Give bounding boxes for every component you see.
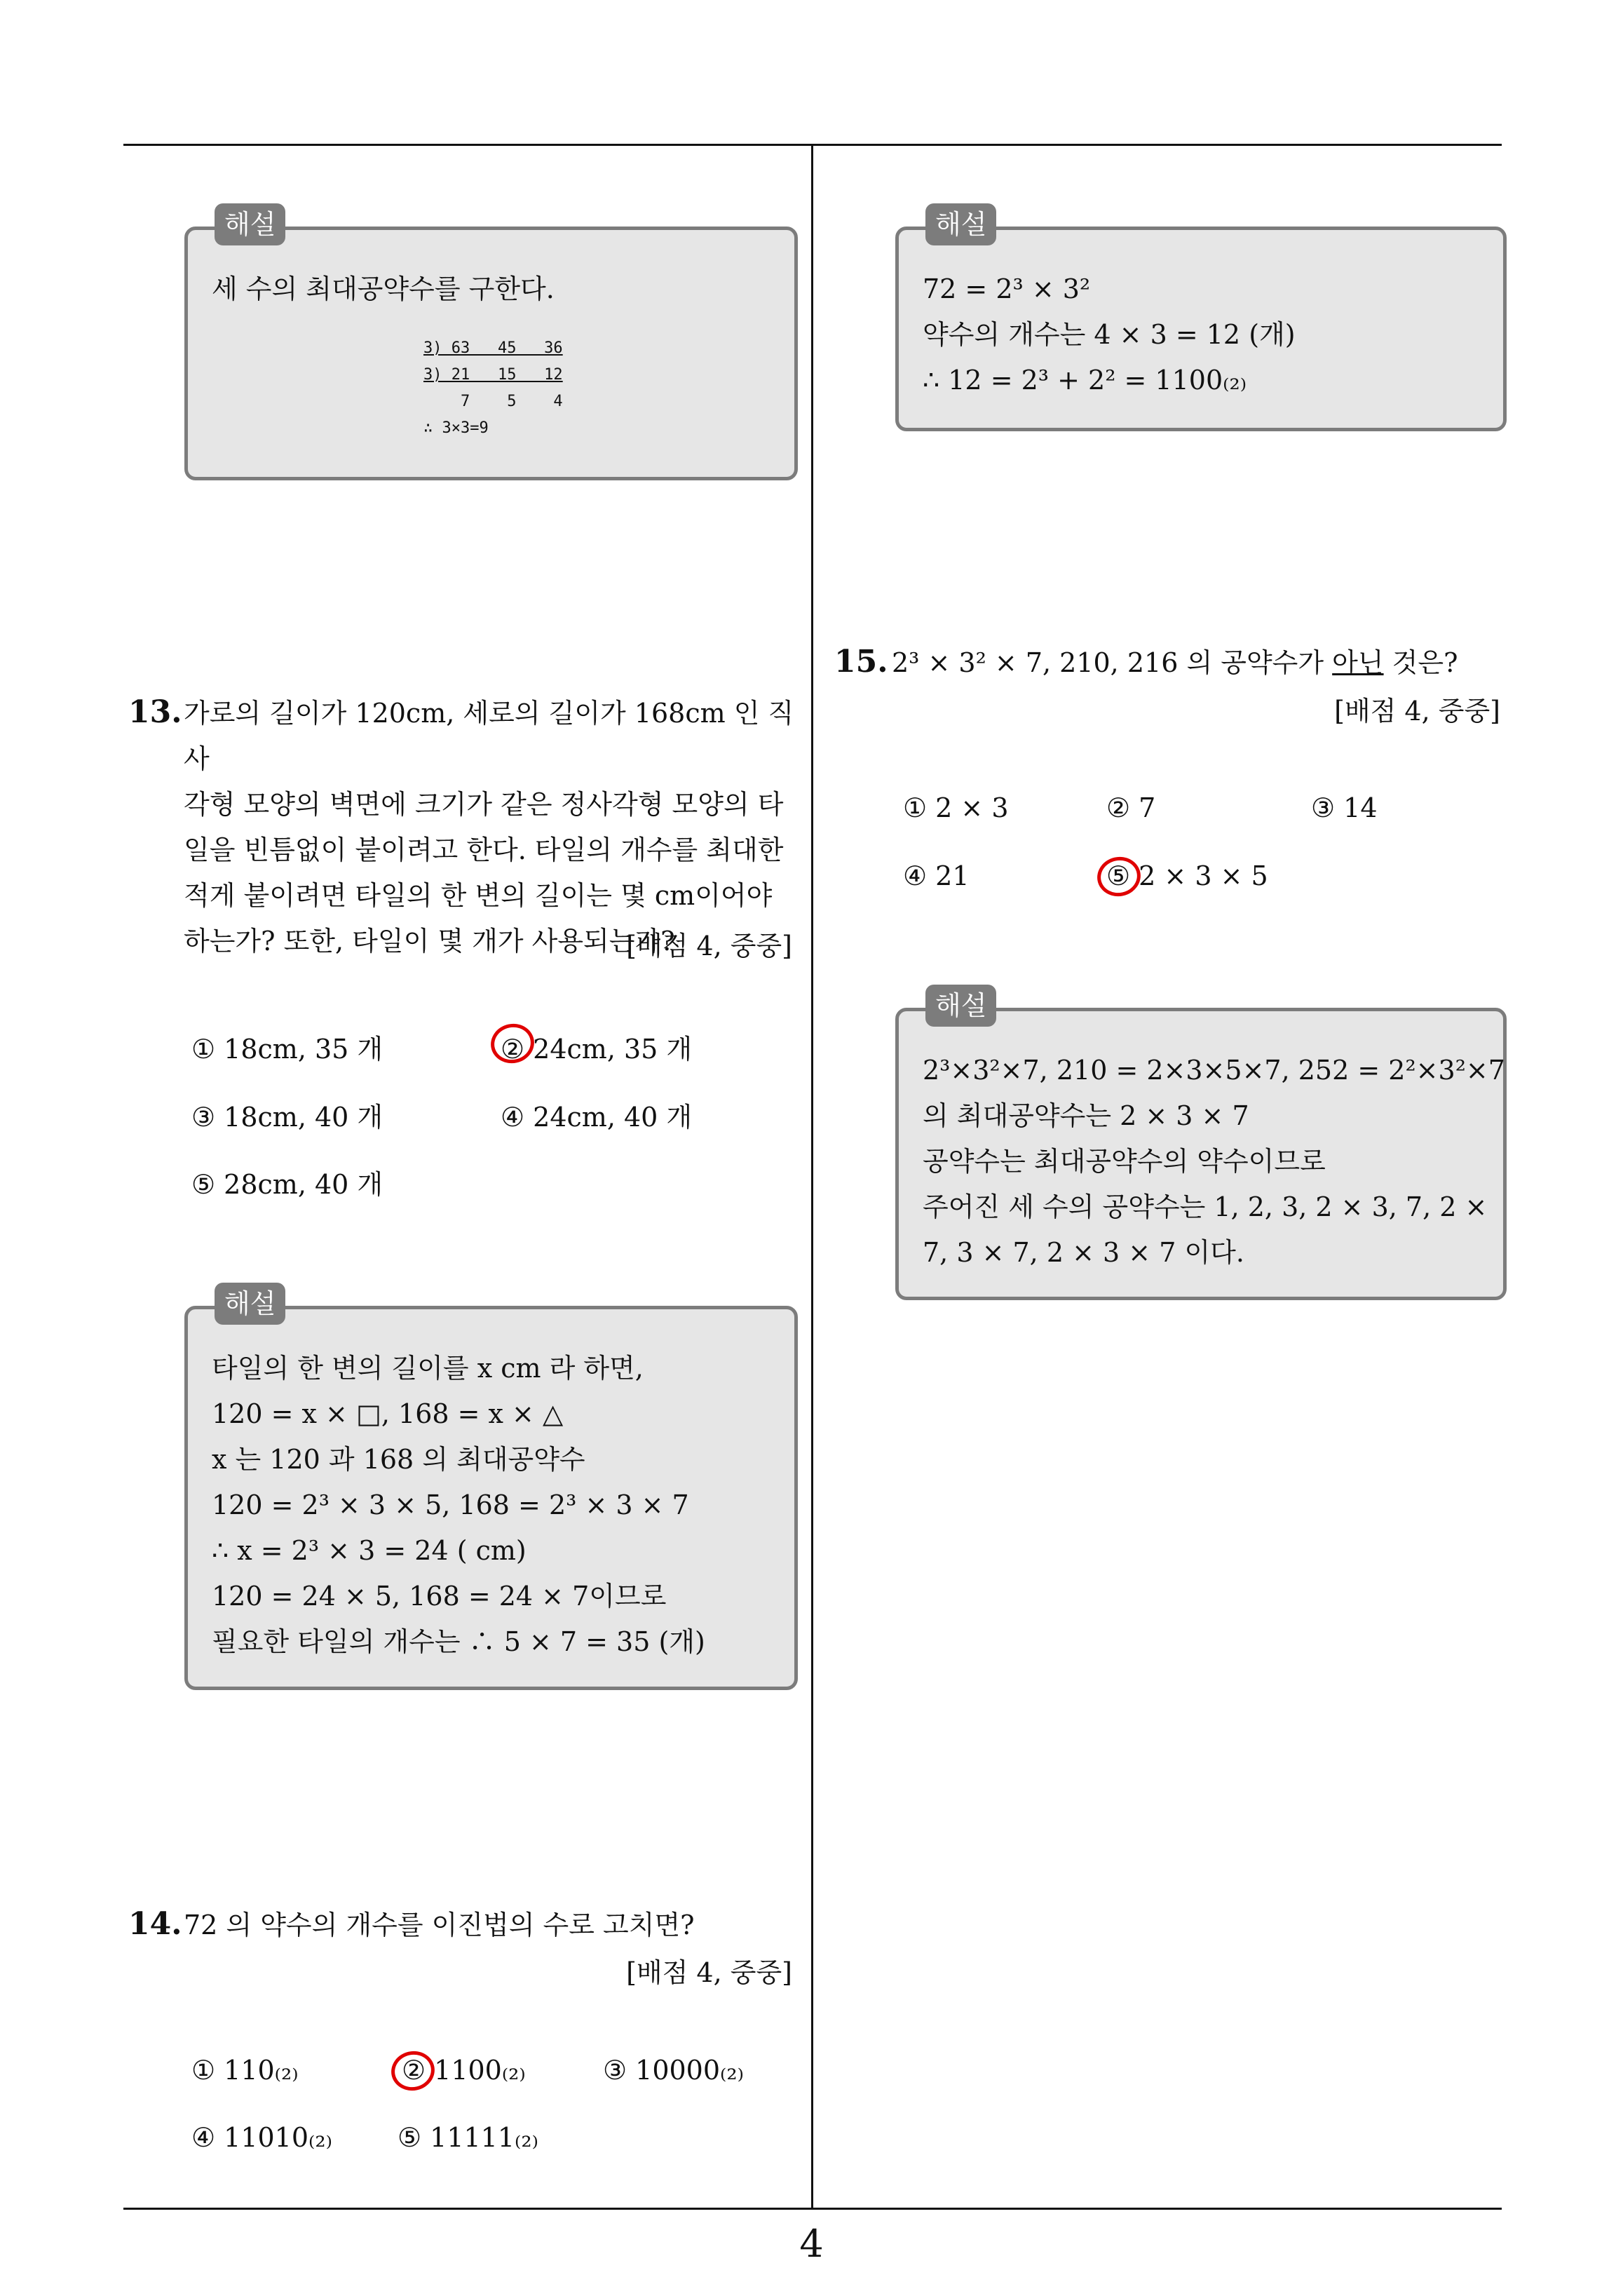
solution-text: 세 수의 최대공약수를 구한다. <box>212 274 555 304</box>
answer-option[interactable]: ② 24cm, 35 개 <box>501 1034 693 1065</box>
division-row: 3) 21 15 12 <box>423 366 563 384</box>
answer-option[interactable]: ① 110₍₂₎ <box>191 2055 299 2086</box>
question-points: [배점 4, 중중] <box>626 931 792 961</box>
question-number: 15. <box>834 644 888 680</box>
division-row: 7 5 4 <box>423 393 563 410</box>
solution-box-12 <box>184 209 798 480</box>
question-text <box>184 691 801 964</box>
answer-option[interactable]: ⑤ 2 × 3 × 5 <box>1106 860 1268 891</box>
question-number: 14. <box>128 1906 182 1942</box>
question-text-part: 2³ × 3² × 7, 210, 216 의 공약수가 <box>892 647 1333 678</box>
solution-line: 의 최대공약수는 2 × 3 × 7 <box>923 1100 1249 1131</box>
question-line: 적게 붙이려면 타일의 한 변의 길이는 몇 cm이어야 <box>184 880 773 911</box>
answer-option[interactable]: ③ 14 <box>1311 792 1378 823</box>
question-line: 각형 모양의 벽면에 크기가 같은 정사각형 모양의 타 <box>184 789 784 820</box>
solution-tag: 해설 <box>925 203 996 245</box>
solution-line: 2³×3²×7, 210 = 2×3×5×7, 252 = 2²×3²×7 <box>923 1055 1505 1086</box>
solution-line: 120 = x × □, 168 = x × △ <box>212 1398 564 1429</box>
solution-line: 공약수는 최대공약수의 약수이므로 <box>923 1146 1326 1177</box>
question-points: [배점 4, 중중] <box>626 1957 792 1988</box>
question-text <box>892 640 1458 686</box>
question-emphasis: 아닌 <box>1332 647 1384 678</box>
question-text-part: 것은? <box>1383 647 1458 678</box>
answer-option[interactable]: ① 2 × 3 <box>903 792 1009 823</box>
solution-line: ∴ 12 = 2³ + 2² = 1100₍₂₎ <box>923 365 1247 396</box>
answer-option[interactable]: ① 18cm, 35 개 <box>191 1034 383 1065</box>
page-number: 4 <box>799 2222 824 2266</box>
solution-tag: 해설 <box>215 203 285 245</box>
solution-line: 72 = 2³ × 3² <box>923 274 1091 304</box>
answer-option[interactable]: ③ 18cm, 40 개 <box>191 1102 383 1133</box>
division-row: 3) 63 45 36 <box>423 339 563 357</box>
answer-option[interactable]: ④ 21 <box>903 860 970 891</box>
answer-option[interactable]: ④ 11010₍₂₎ <box>191 2122 332 2153</box>
question-line: 일을 빈틈없이 붙이려고 한다. 타일의 개수를 최대한 <box>184 835 784 865</box>
solution-line: 약수의 개수는 4 × 3 = 12 (개) <box>923 319 1296 350</box>
question-number: 13. <box>128 694 182 730</box>
solution-line: ∴ x = 2³ × 3 = 24 ( cm) <box>212 1535 527 1566</box>
solution-tag: 해설 <box>215 1283 285 1325</box>
solution-box-15 <box>895 990 1507 1300</box>
question-text: 72 의 약수의 개수를 이진법의 수로 고치면? <box>184 1910 695 1940</box>
solution-line: 필요한 타일의 개수는 ∴ 5 × 7 = 35 (개) <box>212 1626 705 1657</box>
solution-line: 120 = 2³ × 3 × 5, 168 = 2³ × 3 × 7 <box>212 1490 689 1520</box>
solution-line: 주어진 세 수의 공약수는 1, 2, 3, 2 × 3, 7, 2 × <box>923 1191 1488 1222</box>
solution-tag: 해설 <box>925 985 996 1027</box>
bottom-rule <box>123 2208 1502 2210</box>
column-divider <box>811 144 813 2210</box>
solution-line: 타일의 한 변의 길이를 x cm 라 하면, <box>212 1353 644 1384</box>
question-line: 하는가? 또한, 타일이 몇 개가 사용되는가? <box>184 926 675 957</box>
division-ladder <box>423 335 563 442</box>
solution-box-13 <box>184 1288 798 1690</box>
answer-option[interactable]: ② 1100₍₂₎ <box>402 2055 526 2086</box>
answer-option[interactable]: ③ 10000₍₂₎ <box>603 2055 744 2086</box>
question-points: [배점 4, 중중] <box>1334 696 1500 727</box>
solution-line: 120 = 24 × 5, 168 = 24 × 7이므로 <box>212 1581 667 1612</box>
answer-option[interactable]: ④ 24cm, 40 개 <box>501 1102 693 1133</box>
solution-line: 7, 3 × 7, 2 × 3 × 7 이다. <box>923 1237 1244 1268</box>
question-line: 가로의 길이가 120cm, 세로의 길이가 168cm 인 직사 <box>184 698 794 774</box>
division-result: ∴ 3×3=9 <box>423 419 489 437</box>
solution-line: x 는 120 과 168 의 최대공약수 <box>212 1444 585 1475</box>
answer-option[interactable]: ⑤ 28cm, 40 개 <box>191 1169 383 1200</box>
answer-option[interactable]: ② 7 <box>1106 792 1156 823</box>
answer-option[interactable]: ⑤ 11111₍₂₎ <box>398 2122 538 2153</box>
solution-box-14 <box>895 209 1507 431</box>
